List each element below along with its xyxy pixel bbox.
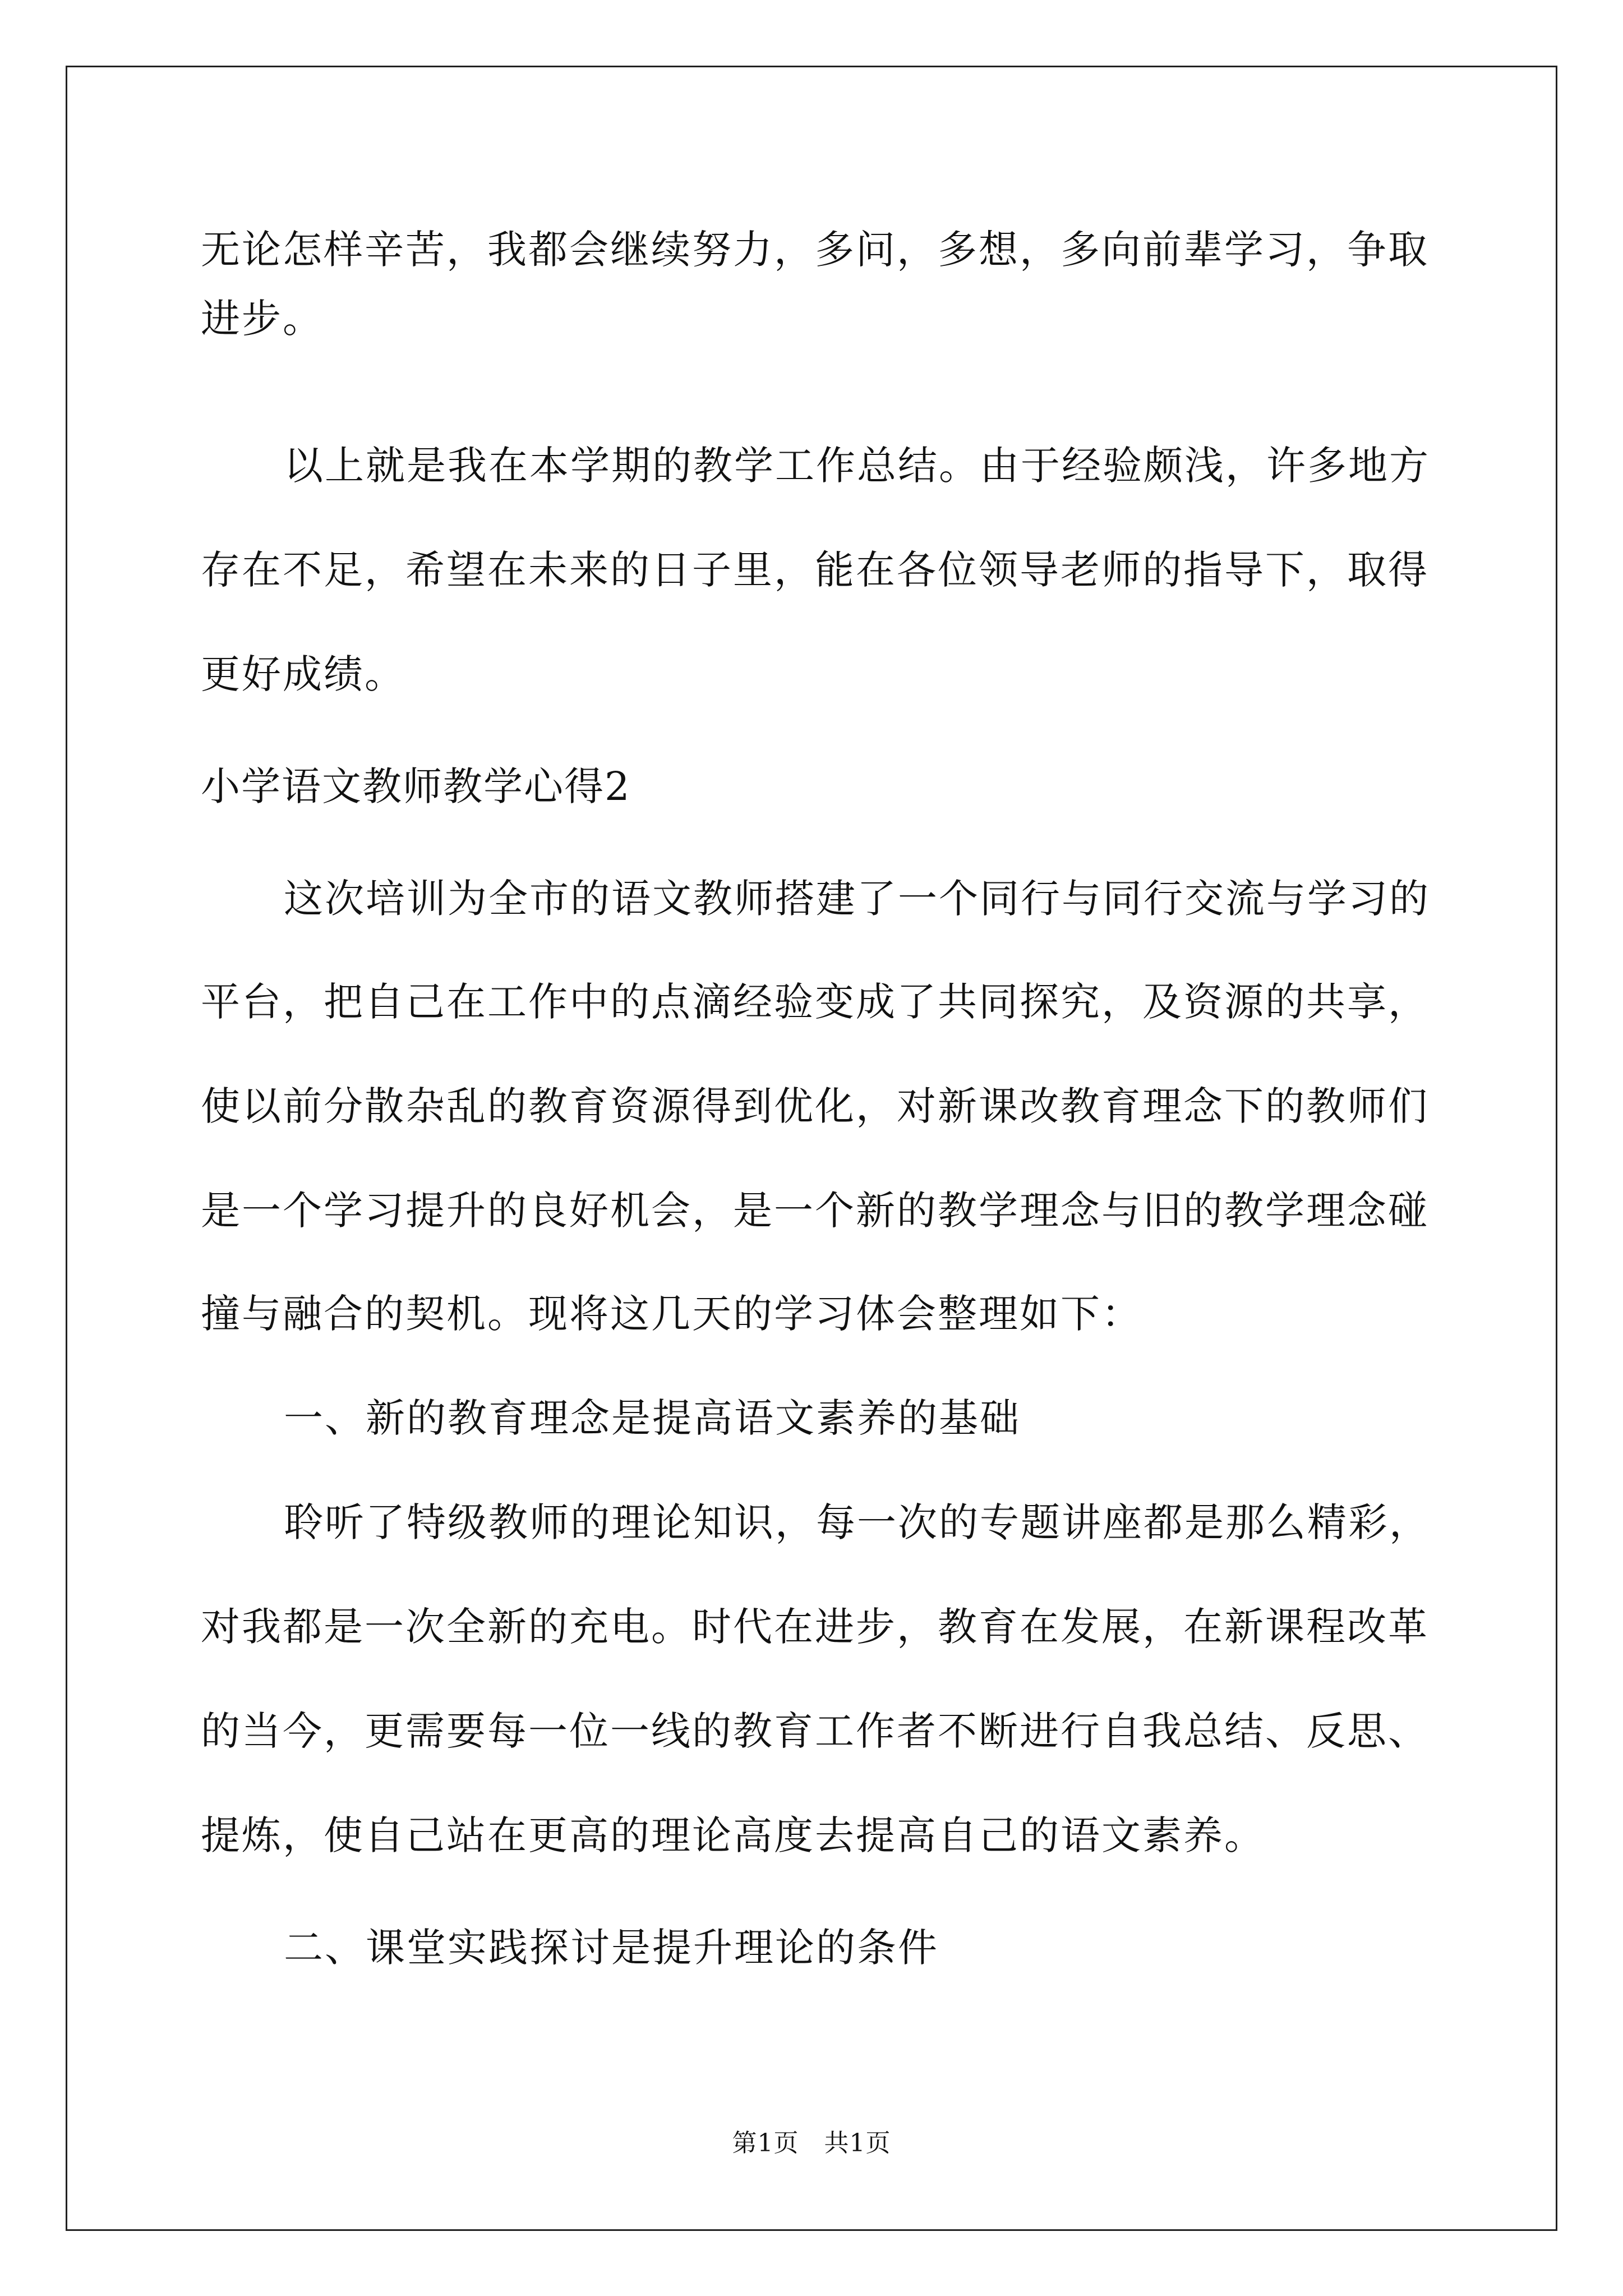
paragraph-line: 的当今，更需要每一位一线的教育工作者不断进行自我总结、反思、 [201,1708,1429,1754]
paragraph-line: 撞与融合的契机。现将这几天的学习体会整理如下： [201,1291,1142,1337]
paragraph-line: 无论怎样辛苦，我都会继续努力，多问，多想，多向前辈学习，争取 [201,227,1429,273]
paragraph-line: 存在不足，希望在未来的日子里，能在各位领导老师的指导下，取得 [201,547,1429,593]
subheading: 二、课堂实践探讨是提升理论的条件 [284,1925,939,1971]
paragraph-line: 聆听了特级教师的理论知识，每一次的专题讲座都是那么精彩， [284,1499,1430,1545]
paragraph-line: 更好成绩。 [201,651,405,697]
paragraph-line: 这次培训为全市的语文教师搭建了一个同行与同行交流与学习的 [284,876,1430,922]
paragraph-line: 提炼，使自己站在更高的理论高度去提高自己的语文素养。 [201,1812,1265,1858]
page-border [66,66,1557,2231]
paragraph-line: 对我都是一次全新的充电。时代在进步，教育在发展，在新课程改革 [201,1604,1429,1650]
section-title: 小学语文教师教学心得2 [201,763,631,809]
paragraph-line: 进步。 [201,296,324,342]
subheading: 一、新的教育理念是提高语文素养的基础 [284,1395,1021,1441]
paragraph-line: 平台，把自己在工作中的点滴经验变成了共同探究，及资源的共享， [201,979,1429,1025]
page-number-footer: 第1页 共1页 [732,2129,891,2157]
paragraph-line: 以上就是我在本学期的教学工作总结。由于经验颇浅，许多地方 [284,443,1430,489]
paragraph-line: 是一个学习提升的良好机会，是一个新的教学理念与旧的教学理念碰 [201,1188,1429,1234]
paragraph-line: 使以前分散杂乱的教育资源得到优化，对新课改教育理念下的教师们 [201,1083,1429,1129]
